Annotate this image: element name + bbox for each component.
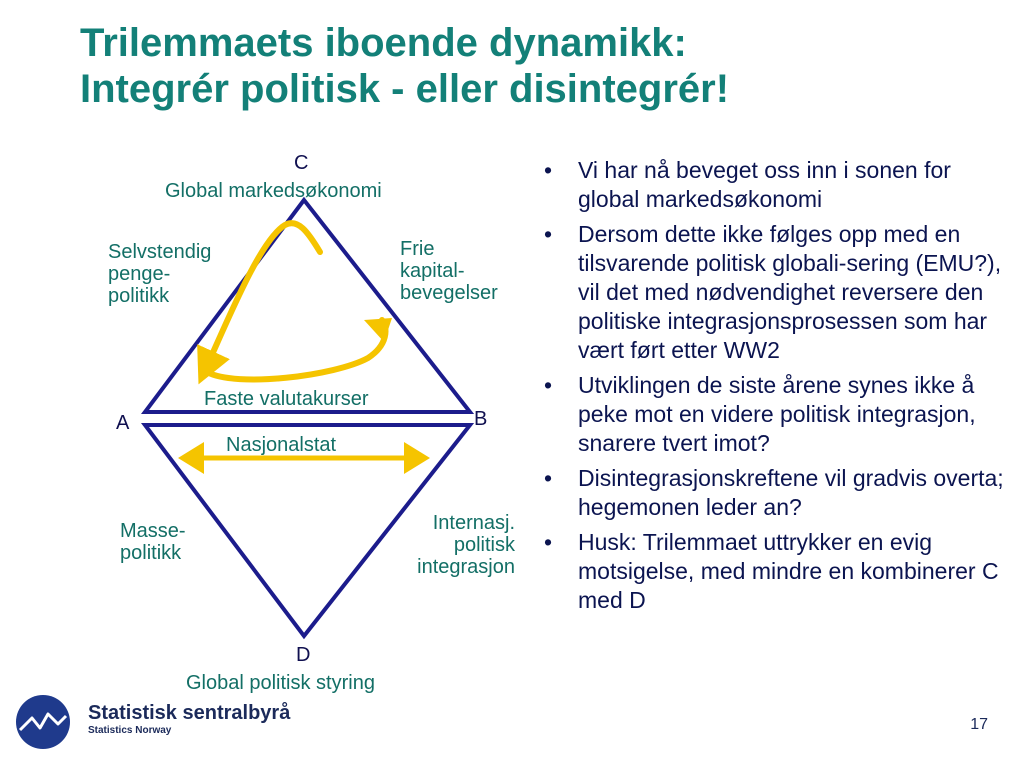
bullet-dot: • [543,465,553,491]
logo-name: Statistisk sentralbyrå [88,702,291,724]
curved-return-arrow [207,320,385,379]
upper-left-arrow [206,223,320,368]
label-nation-state: Nasjonalstat [226,434,337,456]
ssb-logo [14,694,314,750]
vertex-c: C [294,152,309,174]
vertex-b: B [474,408,488,430]
bullet-dot: • [543,529,553,555]
title-line-2: Integrér politisk - eller disintegrér! [80,67,730,111]
label-global-market: Global markedsøkonomi [165,180,382,202]
bullet-list [538,156,1018,621]
title-line-1: Trilemmaets iboende dynamikk: [80,21,687,65]
vertex-a: A [116,412,130,434]
label-right-bottom: Internasj. politisk integrasjon [417,512,515,578]
bullet-item: • Husk: Trilemmaet uttrykker en evig motsigelse, med mindre en kombinerer C med D [538,528,1018,615]
bullet-item: • Disintegrasjonskreftene vil gradvis overta; hegemonen leder an? [538,464,1018,522]
bullet-item: • Dersom dette ikke følges opp med en tilsvarende politisk globali-sering (EMU?), vil det med nødvendighet reversere den politiske integrasjonsprosessen som har vært ført etter WW2 [538,220,1018,365]
ssb-logo-icon [14,694,72,750]
page-number: 17 [970,716,988,733]
double-arrow-left-head [178,442,204,474]
bullet-item: • Vi har nå beveget oss inn i sonen for global markedsøkonomi [538,156,1018,214]
bullet-dot: • [543,157,553,183]
label-right-top: Frie kapital- bevegelser [400,238,498,304]
label-global-governance: Global politisk styring [186,672,375,694]
vertex-d: D [296,644,311,666]
label-left-bottom: Masse- politikk [120,520,186,564]
right-arrowhead [364,318,392,342]
bullet-item: • Utviklingen de siste årene synes ikke å peke mot en videre politisk integrasjon, snarere tvert imot? [538,371,1018,458]
bullet-dot: • [543,221,553,247]
label-left-top: Selvstendig penge- politikk [108,241,212,307]
label-fixed-exchange-rates: Faste valutakurser [204,388,369,410]
logo-subtitle: Statistics Norway [88,725,172,736]
double-arrow-right-head [404,442,430,474]
bullet-dot: • [543,372,553,398]
